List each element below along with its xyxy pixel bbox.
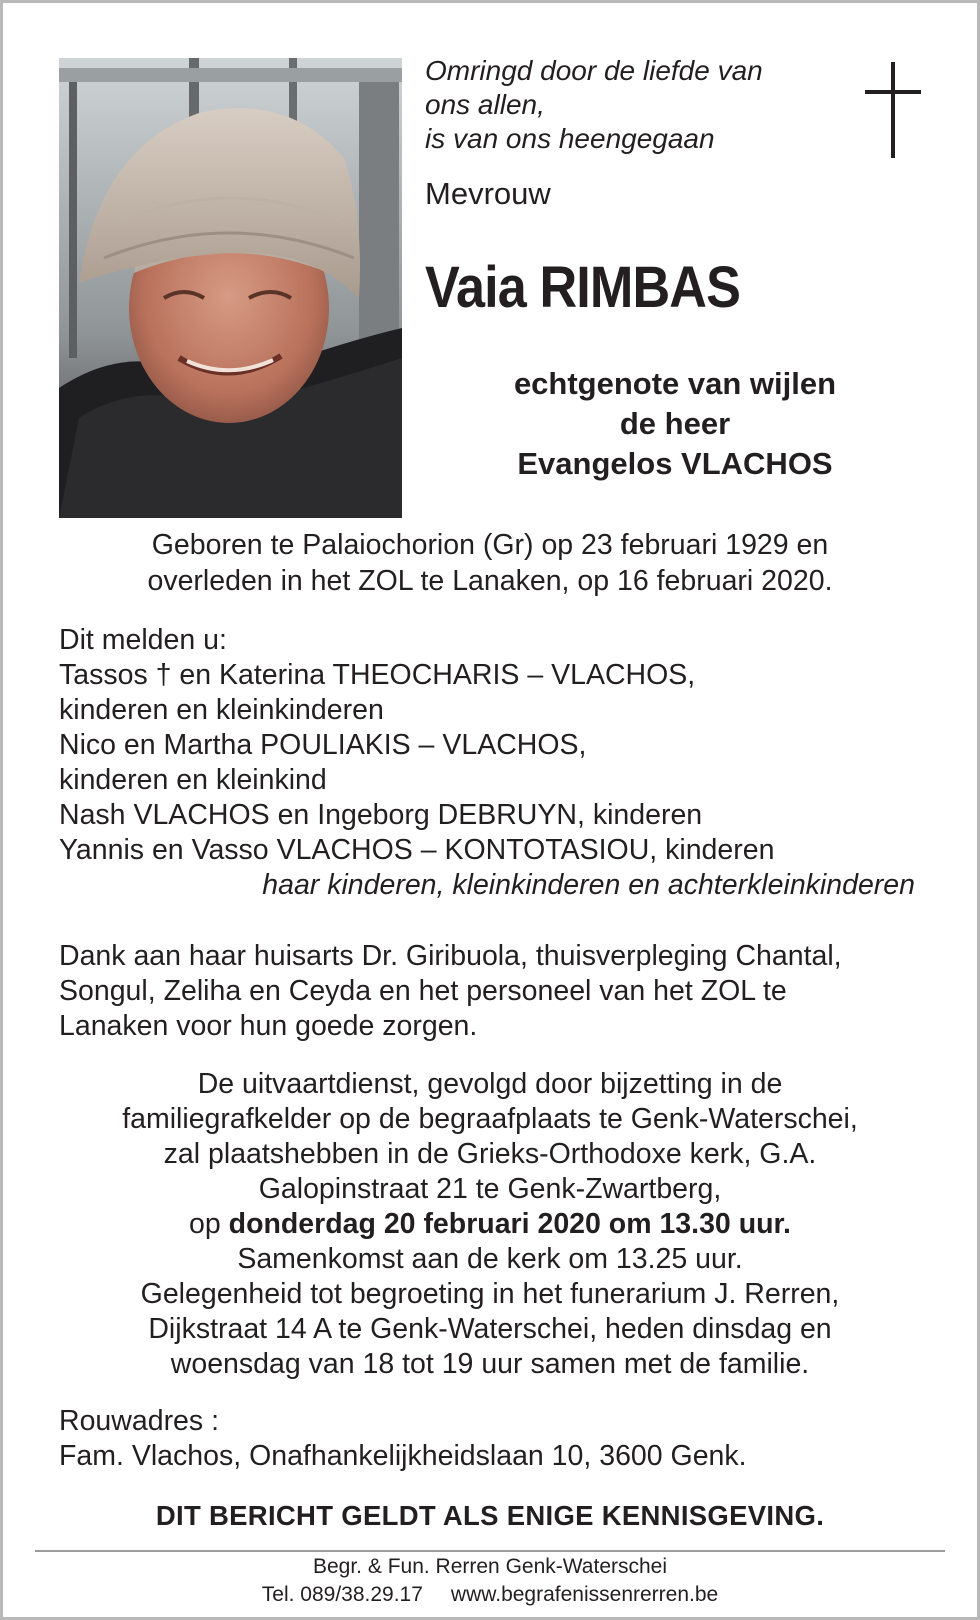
footer-company: Begr. & Fun. Rerren Genk-Waterschei (312, 1555, 668, 1578)
announce-line: kinderen en kleinkinderen (59, 694, 384, 726)
thanks-line: Songul, Zeliha en Ceyda en het personeel van het ZOL te (59, 975, 787, 1007)
final-notice: DIT BERICHT GELDT ALS ENIGE KENNISGEVING. (155, 1500, 825, 1531)
intro-line: Omringd door de liefde van (425, 55, 763, 86)
intro-text (425, 54, 835, 156)
footer-website-link[interactable]: www.begrafenissenrerren.be (450, 1583, 719, 1606)
announce-heading: Dit melden u: (59, 624, 227, 656)
service-line: familiegrafkelder op de begraafplaats te Genk-Waterschei, (122, 1103, 858, 1135)
announce-line: Yannis en Vasso VLACHOS – KONTOTASIOU, kinderen (59, 834, 775, 866)
thanks-line: Dank aan haar huisarts Dr. Giribuola, thuisverpleging Chantal, (59, 940, 842, 972)
honorific: Mevrouw (425, 176, 551, 211)
announce-line: Nash VLACHOS en Ingeborg DEBRUYN, kinderen (59, 799, 703, 831)
mourning-address-block (59, 1404, 939, 1474)
spouse-block (435, 364, 915, 484)
deceased-name: Vaia RIMBAS (425, 255, 740, 320)
service-line: zal plaatshebben in de Grieks-Orthodoxe kerk, G.A. (163, 1138, 817, 1170)
announcers-block (59, 623, 939, 903)
cross-icon (865, 62, 921, 158)
service-line: De uitvaartdienst, gevolgd door bijzetting in de (197, 1068, 783, 1100)
service-date: donderdag 20 februari 2020 om 13.30 uur. (228, 1208, 791, 1240)
footer (20, 1553, 960, 1609)
announce-closing: haar kinderen, kleinkinderen en achterkleinkinderen (262, 869, 915, 901)
spouse-name: Evangelos VLACHOS (517, 446, 833, 481)
service-line: Gelegenheid tot begroeting in het funerarium J. Rerren, (140, 1278, 840, 1310)
born-line: overleden in het ZOL te Lanaken, op 16 februari 2020. (147, 565, 833, 597)
thanks-line: Lanaken voor hun goede zorgen. (59, 1010, 478, 1042)
announce-line: Tassos † en Katerina THEOCHARIS – VLACHOS, (59, 659, 696, 691)
footer-contact (20, 1581, 960, 1609)
service-line: Dijkstraat 14 A te Genk-Waterschei, heden dinsdag en (148, 1313, 832, 1345)
service-line: Samenkomst aan de kerk om 13.25 uur. (237, 1243, 743, 1275)
born-line: Geboren te Palaiochorion (Gr) op 23 februari 1929 en (151, 529, 829, 561)
portrait-photo (59, 58, 402, 518)
thanks-block (59, 939, 939, 1044)
announce-line: Nico en Martha POULIAKIS – VLACHOS, (59, 729, 587, 761)
service-line: Galopinstraat 21 te Genk-Zwartberg, (258, 1173, 722, 1205)
footer-divider (35, 1550, 945, 1552)
service-date-line (20, 1207, 960, 1242)
funeral-service-block (20, 1067, 960, 1382)
spouse-line: de heer (619, 406, 731, 441)
service-line: woensdag van 18 tot 19 uur samen met de familie. (170, 1348, 810, 1380)
mourning-address: Fam. Vlachos, Onafhankelijkheidslaan 10, 3600 Genk. (59, 1440, 747, 1472)
birth-death-details (20, 527, 960, 599)
service-date-prefix: op (189, 1208, 221, 1240)
intro-line: is van ons heengegaan (425, 123, 715, 154)
mourning-label: Rouwadres : (59, 1405, 219, 1437)
spouse-line: echtgenote van wijlen (513, 366, 837, 401)
footer-phone: Tel. 089/38.29.17 (261, 1583, 423, 1606)
announce-line: kinderen en kleinkind (59, 764, 327, 796)
intro-line: ons allen, (425, 89, 545, 120)
